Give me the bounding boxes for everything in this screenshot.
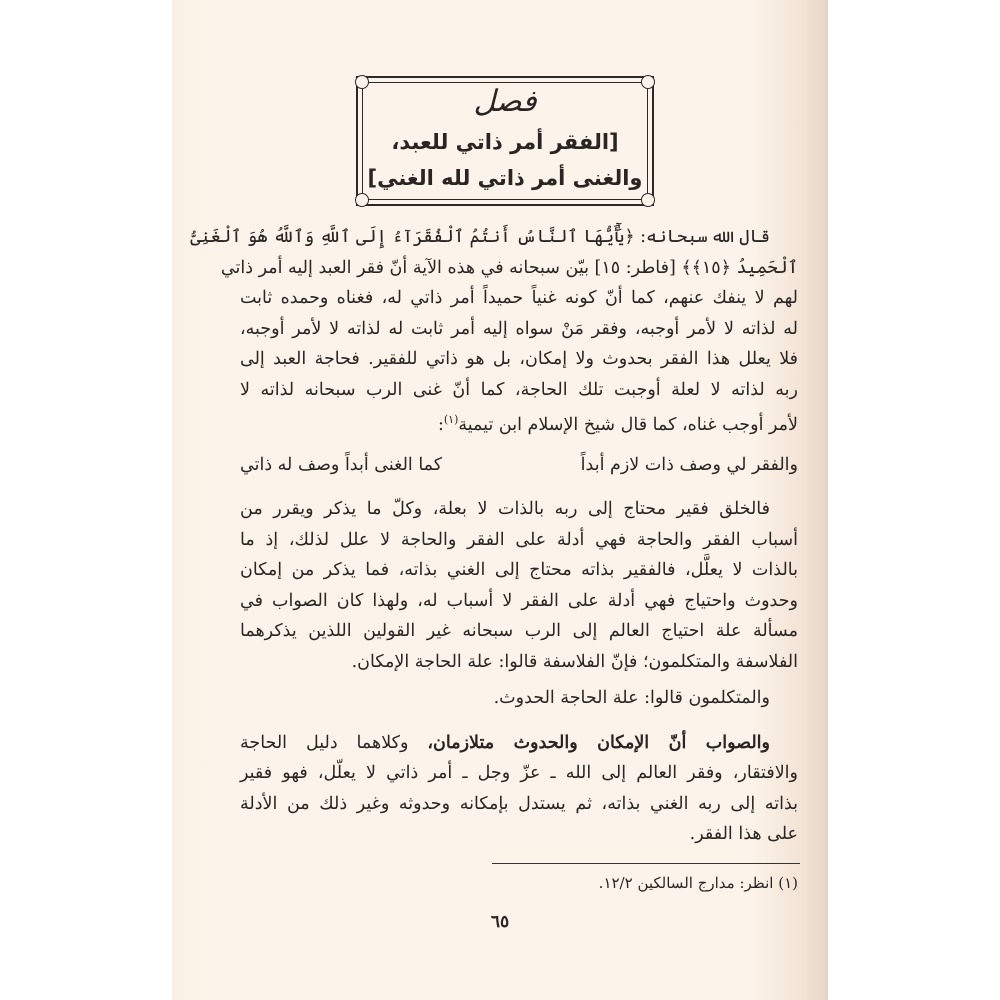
footnote: (١) انظر: مدارج السالكين ١٢/٢. (598, 874, 798, 892)
text-line: بالذات لا يعلَّل، فالفقير بذاته محتاج إلى الغني بذاته، فما يذكر من إمكان (240, 560, 798, 580)
text-line: الفلاسفة والمتكلمون؛ فإنّ الفلاسفة قالوا: علة الحاجة الإمكان. (351, 651, 798, 672)
text-line: والمتكلمون قالوا: علة الحاجة الحدوث. (493, 688, 770, 708)
text-segment: لأمر أوجب غناه، كما قال شيخ الإسلام ابن تيمية (458, 414, 798, 435)
text-line: على هذا الفقر. (689, 824, 798, 844)
poetry-verse (240, 450, 798, 481)
body-text (190, 222, 798, 850)
text-line: ربه لذاته لا لعلة أوجبت تلك الحاجة، كما أنّ غنى الرب سبحانه لذاته لا (240, 379, 798, 400)
bold-thesis: والصواب أنّ الإمكان والحدوث متلازمان، (427, 732, 770, 753)
text-line: قال الله سبحانه: ﴿يَٰٓأَيُّهَا ٱلنَّاسُ أَنتُمُ ٱلْفُقَرَآءُ إِلَى ٱللَّهِ وَٱللَّهُ هُوَ ٱلْغَنِىُّ (190, 227, 770, 247)
chapter-heading-box (356, 76, 654, 206)
heading-line-1: [الفقر أمر ذاتي للعبد، (391, 130, 619, 154)
text-line: أسباب الفقر والحاجة فهي أدلة على الفقر والحاجة لا علل لذلك، إذ ما (240, 529, 798, 550)
corner-ornament (641, 193, 655, 207)
section-label: فصل (473, 84, 537, 119)
verse-hemistich-right: والفقر لي وصف ذات لازم أبداً (580, 454, 798, 475)
text-line: والافتقار، وفقر العالم إلى الله ـ عزّ وجل ـ أمر ذاتي لا يعلّل، فهو فقير (240, 763, 798, 783)
text-line: ٱلْحَمِيدُ ﴿١٥﴾﴾ [فاطر: ١٥] بيّن سبحانه في هذه الآية أنّ فقر العبد إليه أمر ذاتي (220, 257, 798, 278)
text-line (240, 728, 798, 759)
heading-line-2: والغنى أمر ذاتي لله الغني] (367, 166, 643, 190)
text-line (240, 405, 798, 436)
text-line: فلا يعلل هذا الفقر بحدوث ولا إمكان، بل هو ذاتي للفقير. فحاجة العبد إلى (240, 349, 798, 369)
footnote-divider (492, 863, 800, 864)
verse-hemistich-left: كما الغنى أبداً وصف له ذاتي (240, 454, 443, 475)
text-line: مسألة علة احتياج العالم إلى الرب سبحانه غير القولين اللذين يذكرهما (240, 621, 798, 641)
text-line: وحدوث واحتياج فهي أدلة على الفقر لا أسباب له، ولهذا كان الصواب في (240, 590, 798, 611)
text-line: فالخلق فقير محتاج إلى ربه بالذات لا بعلة، وكلّ ما يذكر ويقرر من (240, 499, 770, 519)
text-segment: : (437, 414, 444, 435)
book-page (172, 0, 828, 1000)
text-segment: وكلاهما دليل الحاجة (240, 732, 428, 753)
text-line: بذاته إلى ربه الغني بذاته، ثم يستدل بإمكانه وحدوثه وغير ذلك من الأدلة (240, 793, 798, 814)
page-number: ٦٥ (490, 912, 510, 932)
footnote-reference[interactable]: (١) (443, 413, 459, 426)
text-line: له لذاته لا لأمر أوجبه، وفقر مَنْ سواه إليه أمر ثابت له لذاته لا لأمر أوجبه، (240, 318, 798, 339)
corner-ornament (355, 193, 369, 207)
text-line: لهم لا ينفك عنهم، كما أنّ كونه غنياً حميداً أمر ذاتي له، فغناه وحمده ثابت (240, 288, 798, 308)
